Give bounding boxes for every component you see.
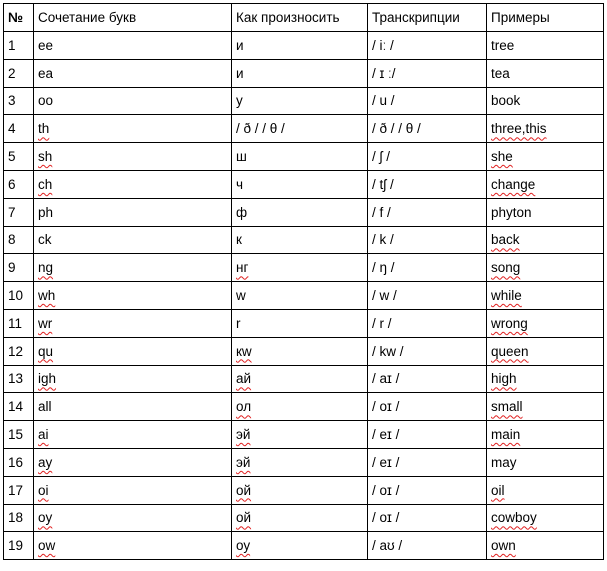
cell-number-text: 15	[8, 427, 24, 443]
cell-combination	[34, 170, 232, 198]
cell-combination-text: oi	[38, 482, 49, 498]
cell-transcription	[368, 476, 487, 504]
cell-example	[487, 309, 604, 337]
cell-number-text: 13	[8, 371, 24, 387]
cell-combination-text: ai	[38, 427, 49, 443]
cell-number-text: 5	[8, 149, 16, 165]
cell-combination	[34, 282, 232, 310]
cell-number	[4, 393, 34, 421]
cell-example-text: cowboy	[491, 510, 537, 526]
cell-number	[4, 532, 34, 560]
header-transcription: Транскрипции	[368, 4, 487, 32]
cell-transcription	[368, 115, 487, 143]
cell-number-text: 19	[8, 538, 24, 554]
cell-number-text: 14	[8, 399, 24, 415]
table-row	[4, 170, 604, 198]
cell-combination	[34, 115, 232, 143]
header-examples: Примеры	[487, 4, 604, 32]
cell-example-text: wrong	[491, 315, 528, 331]
cell-transcription-text: / ɪ ː/	[372, 65, 396, 81]
table-row	[4, 282, 604, 310]
cell-example	[487, 393, 604, 421]
cell-combination	[34, 448, 232, 476]
cell-example	[487, 226, 604, 254]
cell-number	[4, 254, 34, 282]
cell-example-text: while	[491, 288, 522, 304]
cell-pronunciation	[232, 143, 368, 171]
cell-example	[487, 59, 604, 87]
cell-example-text: small	[491, 399, 523, 415]
cell-example	[487, 504, 604, 532]
cell-combination	[34, 198, 232, 226]
table-row	[4, 32, 604, 60]
table-row	[4, 393, 604, 421]
cell-number	[4, 448, 34, 476]
cell-number	[4, 309, 34, 337]
cell-number-text: 8	[8, 232, 16, 248]
cell-combination-text: ee	[38, 37, 54, 53]
cell-transcription-text: / aɪ /	[372, 371, 400, 387]
cell-pronunciation-text: / ð / / θ /	[236, 121, 285, 137]
cell-number	[4, 198, 34, 226]
cell-combination	[34, 365, 232, 393]
cell-pronunciation-text: ш	[236, 149, 247, 165]
cell-transcription	[368, 59, 487, 87]
cell-combination-text: th	[38, 121, 50, 137]
cell-pronunciation-text: у	[236, 93, 243, 109]
cell-pronunciation-text: и	[236, 37, 244, 53]
cell-transcription	[368, 282, 487, 310]
cell-transcription-text: / f /	[372, 204, 391, 220]
cell-example	[487, 282, 604, 310]
cell-transcription	[368, 198, 487, 226]
cell-example	[487, 532, 604, 560]
header-combination: Сочетание букв	[34, 4, 232, 32]
cell-number-text: 3	[8, 93, 16, 109]
cell-transcription	[368, 87, 487, 115]
cell-number	[4, 170, 34, 198]
cell-number	[4, 282, 34, 310]
cell-transcription-text: / kw /	[372, 343, 404, 359]
cell-example-text: song	[491, 260, 521, 276]
cell-pronunciation	[232, 115, 368, 143]
cell-example	[487, 170, 604, 198]
cell-pronunciation	[232, 309, 368, 337]
cell-example-text: she	[491, 149, 513, 165]
cell-pronunciation-text: к	[236, 232, 242, 248]
header-number: №	[4, 4, 34, 32]
cell-pronunciation	[232, 504, 368, 532]
table-row	[4, 309, 604, 337]
cell-number	[4, 32, 34, 60]
cell-combination-text: all	[38, 399, 52, 415]
cell-combination-text: oy	[38, 510, 53, 526]
cell-transcription	[368, 365, 487, 393]
cell-example	[487, 143, 604, 171]
cell-number	[4, 143, 34, 171]
cell-number-text: 6	[8, 176, 16, 192]
cell-example-text: three,this	[491, 121, 547, 137]
cell-combination-text: igh	[38, 371, 57, 387]
cell-pronunciation	[232, 254, 368, 282]
cell-example	[487, 337, 604, 365]
cell-number	[4, 504, 34, 532]
cell-pronunciation-text: r	[236, 315, 241, 331]
cell-combination-text: wh	[38, 288, 56, 304]
cell-number-text: 9	[8, 260, 16, 276]
cell-example	[487, 198, 604, 226]
cell-pronunciation-text: ф	[236, 204, 248, 220]
cell-transcription-text: / aʊ /	[372, 538, 403, 554]
cell-transcription-text: / ʃ /	[372, 149, 391, 165]
cell-transcription-text: / tʃ /	[372, 176, 394, 192]
cell-pronunciation-text: ч	[236, 176, 244, 192]
cell-number-text: 17	[8, 482, 24, 498]
cell-example-text: high	[491, 371, 517, 387]
cell-transcription	[368, 393, 487, 421]
cell-combination-text: qu	[38, 343, 54, 359]
cell-pronunciation	[232, 448, 368, 476]
cell-pronunciation-text: ол	[236, 399, 252, 415]
cell-number	[4, 337, 34, 365]
cell-pronunciation-text: эй	[236, 427, 251, 443]
cell-example-text: book	[491, 93, 521, 109]
cell-number-text: 12	[8, 343, 24, 359]
cell-transcription-text: / k /	[372, 232, 394, 248]
cell-pronunciation-text: оу	[236, 538, 251, 554]
cell-pronunciation-text: нг	[236, 260, 249, 276]
cell-transcription-text: / ð / / θ /	[372, 121, 421, 137]
cell-combination-text: ow	[38, 538, 56, 554]
cell-example-text: main	[491, 427, 521, 443]
table-row	[4, 476, 604, 504]
cell-combination	[34, 309, 232, 337]
cell-combination	[34, 393, 232, 421]
cell-combination-text: ph	[38, 204, 54, 220]
cell-example	[487, 365, 604, 393]
table-row	[4, 198, 604, 226]
cell-combination-text: wr	[38, 315, 53, 331]
cell-example	[487, 115, 604, 143]
cell-combination	[34, 143, 232, 171]
cell-number-text: 18	[8, 510, 24, 526]
cell-pronunciation-text: ай	[236, 371, 252, 387]
cell-transcription	[368, 309, 487, 337]
cell-combination	[34, 504, 232, 532]
cell-pronunciation	[232, 476, 368, 504]
table-body	[4, 32, 604, 560]
cell-pronunciation-text: эй	[236, 454, 251, 470]
cell-combination	[34, 226, 232, 254]
cell-transcription	[368, 32, 487, 60]
cell-transcription-text: / u /	[372, 93, 395, 109]
cell-transcription-text: / ŋ /	[372, 260, 395, 276]
cell-number-text: 4	[8, 121, 16, 137]
cell-combination-text: ea	[38, 65, 54, 81]
cell-number	[4, 115, 34, 143]
cell-pronunciation	[232, 282, 368, 310]
cell-number-text: 11	[8, 315, 23, 331]
table-row	[4, 448, 604, 476]
cell-pronunciation	[232, 226, 368, 254]
cell-transcription	[368, 170, 487, 198]
cell-number-text: 16	[8, 454, 24, 470]
cell-combination	[34, 337, 232, 365]
cell-example	[487, 32, 604, 60]
cell-example-text: change	[491, 176, 536, 192]
cell-transcription	[368, 532, 487, 560]
cell-example	[487, 421, 604, 449]
cell-combination-text: sh	[38, 149, 53, 165]
cell-pronunciation	[232, 170, 368, 198]
cell-pronunciation-text: ой	[236, 510, 252, 526]
cell-combination	[34, 421, 232, 449]
cell-combination	[34, 32, 232, 60]
cell-combination-text: ck	[38, 232, 52, 248]
cell-transcription	[368, 337, 487, 365]
cell-example-text: oil	[491, 482, 505, 498]
cell-example	[487, 476, 604, 504]
cell-number-text: 7	[8, 204, 16, 220]
table-header-row	[4, 4, 604, 32]
cell-example	[487, 254, 604, 282]
table-row	[4, 226, 604, 254]
cell-transcription-text: / r /	[372, 315, 392, 331]
cell-transcription	[368, 143, 487, 171]
cell-transcription	[368, 504, 487, 532]
cell-example	[487, 448, 604, 476]
cell-pronunciation	[232, 32, 368, 60]
cell-combination-text: ng	[38, 260, 54, 276]
table-row	[4, 87, 604, 115]
cell-number-text: 10	[8, 288, 24, 304]
cell-pronunciation-text: и	[236, 65, 244, 81]
cell-combination-text: ch	[38, 176, 53, 192]
cell-transcription	[368, 254, 487, 282]
cell-number	[4, 226, 34, 254]
cell-transcription	[368, 421, 487, 449]
table-row	[4, 532, 604, 560]
cell-example-text: tree	[491, 37, 515, 53]
cell-pronunciation	[232, 365, 368, 393]
cell-combination	[34, 532, 232, 560]
cell-number-text: 2	[8, 65, 16, 81]
cell-combination	[34, 87, 232, 115]
table-row	[4, 254, 604, 282]
cell-example-text: phyton	[491, 204, 532, 220]
cell-example-text: back	[491, 232, 520, 248]
cell-transcription-text: / eɪ /	[372, 454, 400, 470]
table-row	[4, 365, 604, 393]
cell-example	[487, 87, 604, 115]
cell-pronunciation	[232, 87, 368, 115]
cell-pronunciation	[232, 393, 368, 421]
cell-combination-text: oo	[38, 93, 54, 109]
cell-number	[4, 59, 34, 87]
table-row	[4, 421, 604, 449]
table-row	[4, 504, 604, 532]
cell-number	[4, 476, 34, 504]
cell-transcription-text: / w /	[372, 288, 397, 304]
cell-transcription	[368, 226, 487, 254]
cell-transcription-text: / oɪ /	[372, 482, 400, 498]
table-row	[4, 143, 604, 171]
cell-combination	[34, 476, 232, 504]
cell-combination	[34, 59, 232, 87]
phonics-table	[3, 3, 604, 560]
table-row	[4, 59, 604, 87]
cell-transcription-text: / oɪ /	[372, 510, 400, 526]
cell-pronunciation	[232, 421, 368, 449]
cell-pronunciation-text: ой	[236, 482, 252, 498]
cell-example-text: own	[491, 538, 516, 554]
cell-number	[4, 365, 34, 393]
cell-pronunciation	[232, 59, 368, 87]
table-row	[4, 115, 604, 143]
cell-combination	[34, 254, 232, 282]
cell-number	[4, 421, 34, 449]
cell-pronunciation	[232, 532, 368, 560]
cell-transcription-text: / oɪ /	[372, 399, 400, 415]
table-row	[4, 337, 604, 365]
cell-transcription	[368, 448, 487, 476]
cell-pronunciation-text: w	[236, 288, 246, 304]
cell-transcription-text: / iː /	[372, 37, 394, 53]
header-pronunciation: Как произносить	[232, 4, 368, 32]
cell-number-text: 1	[8, 37, 16, 53]
cell-example-text: may	[491, 454, 517, 470]
cell-pronunciation	[232, 337, 368, 365]
cell-transcription-text: / eɪ /	[372, 427, 400, 443]
cell-pronunciation-text: кw	[236, 343, 252, 359]
cell-example-text: queen	[491, 343, 529, 359]
cell-number	[4, 87, 34, 115]
cell-example-text: tea	[491, 65, 510, 81]
cell-combination-text: ay	[38, 454, 53, 470]
cell-pronunciation	[232, 198, 368, 226]
